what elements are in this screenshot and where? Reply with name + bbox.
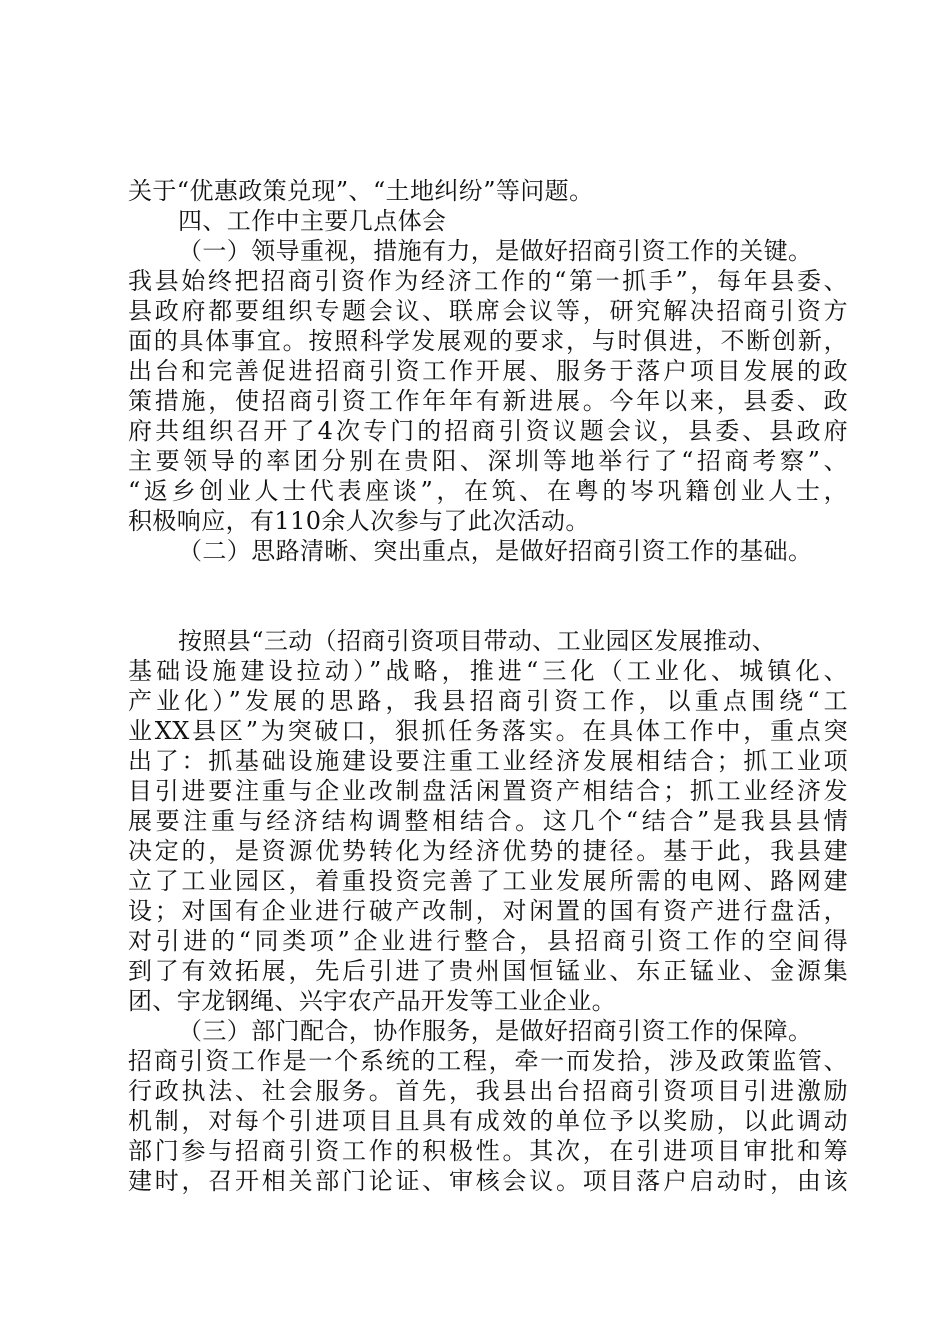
text-line: 目引进要注重与企业改制盘活闲置资产相结合；抓工业经济发 xyxy=(128,777,848,805)
subsection-heading: （二）思路清晰、突出重点，是做好招商引资工作的基础。 xyxy=(178,537,813,565)
text-line: 到了有效拓展，先后引进了贵州国恒锰业、东正锰业、金源集 xyxy=(128,957,848,985)
text-line: 建时，召开相关部门论证、审核会议。项目落户启动时，由该 xyxy=(128,1167,848,1195)
text-line: 出了：抓基础设施建设要注重工业经济发展相结合；抓工业项 xyxy=(128,747,848,775)
text-line: 设；对国有企业进行破产改制，对闲置的国有资产进行盘活， xyxy=(128,897,848,925)
text-line: 出台和完善促进招商引资工作开展、服务于落户项目发展的政 xyxy=(128,357,848,385)
text-line: 部门参与招商引资工作的积极性。其次，在引进项目审批和筹 xyxy=(128,1137,848,1165)
text-line: 展要注重与经济结构调整相结合。这几个“结合”是我县县情 xyxy=(128,807,848,835)
subsection-heading: （一）领导重视，措施有力，是做好招商引资工作的关键。 xyxy=(178,237,813,265)
text-line: 对引进的“同类项”企业进行整合，县招商引资工作的空间得 xyxy=(128,927,848,955)
text-line: 基础设施建设拉动）”战略，推进“三化（工业化、城镇化、 xyxy=(128,657,848,685)
text-line: 立了工业园区，着重投资完善了工业发展所需的电网、路网建 xyxy=(128,867,848,895)
text-line: “返乡创业人士代表座谈”，在筑、在粤的岑巩籍创业人士， xyxy=(128,477,848,505)
text-line: 按照县“三动（招商引资项目带动、工业园区发展推动、 xyxy=(178,627,777,655)
text-line: 决定的，是资源优势转化为经济优势的捷径。基于此，我县建 xyxy=(128,837,848,865)
text-line: 团、宇龙钢绳、兴宇农产品开发等工业企业。 xyxy=(128,987,616,1015)
text-line: 县政府都要组织专题会议、联席会议等，研究解决招商引资方 xyxy=(128,297,848,325)
text-line: 行政执法、社会服务。首先，我县出台招商引资项目引进激励 xyxy=(128,1077,848,1105)
text-line: 积极响应，有110余人次参与了此次活动。 xyxy=(128,507,590,535)
blank-gap xyxy=(128,566,848,626)
text-line: 机制，对每个引进项目且具有成效的单位予以奖励，以此调动 xyxy=(128,1107,848,1135)
text-line: 策措施，使招商引资工作年年有新进展。今年以来，县委、政 xyxy=(128,387,848,415)
subsection-heading: （三）部门配合，协作服务，是做好招商引资工作的保障。 xyxy=(178,1017,813,1045)
text-line: 主要领导的率团分别在贵阳、深圳等地举行了“招商考察”、 xyxy=(128,447,848,475)
text-line: 府共组织召开了4次专门的招商引资议题会议，县委、县政府 xyxy=(128,417,848,445)
section-heading: 四、工作中主要几点体会 xyxy=(178,207,447,235)
text-line: 面的具体事宜。按照科学发展观的要求，与时俱进，不断创新， xyxy=(128,327,848,355)
text-line: 我县始终把招商引资作为经济工作的“第一抓手”，每年县委、 xyxy=(128,267,848,295)
text-line: 产业化）”发展的思路，我县招商引资工作，以重点围绕“工 xyxy=(128,687,848,715)
document-body xyxy=(128,176,848,1196)
text-line: 招商引资工作是一个系统的工程，牵一而发拾，涉及政策监管、 xyxy=(128,1047,848,1075)
text-line: 关于“优惠政策兑现”、“土地纠纷”等问题。 xyxy=(128,177,594,205)
text-line: 业XX县区”为突破口，狠抓任务落实。在具体工作中，重点突 xyxy=(128,717,848,745)
